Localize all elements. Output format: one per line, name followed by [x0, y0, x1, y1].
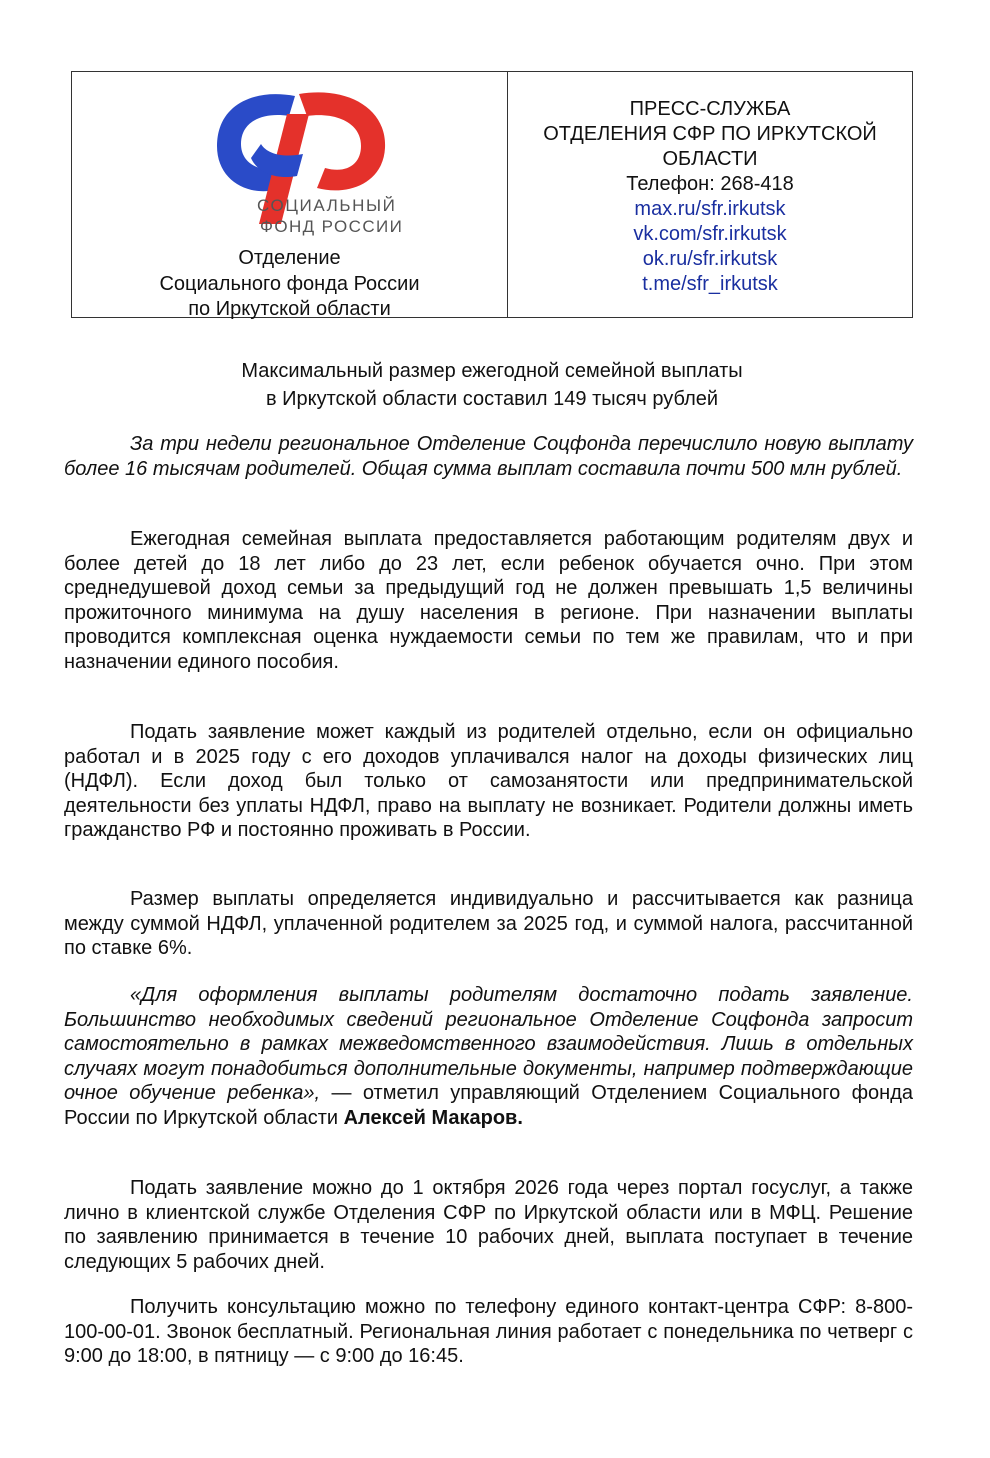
quote-text: «Для оформления выплаты родителям достаточно подать заявление. Большинство необходимых сведений региональное Отделение Соцфонда запросит самостоятельно в рамках межведомственного взаимодействия. Лишь в отдельных случаях могут понадобиться дополнительные документы, например подтверждающие очное обучение ребенка»,	[64, 984, 913, 1105]
press-title-line: ОБЛАСТИ	[662, 148, 758, 170]
quote-paragraph	[64, 983, 913, 1131]
press-phone: Телефон: 268-418	[626, 173, 794, 195]
header-left-cell	[72, 72, 508, 320]
paragraph-5: Получить консультацию можно по телефону единого контакт-центра СФР: 8-800-100-00-01. Звонок бесплатный. Региональная линия работает с понедельника по четверг с 9:00 до 18:00, в пятницу — с 9:00 до 16:45.	[64, 1296, 913, 1368]
department-name	[72, 246, 507, 323]
headline-line: Максимальный размер ежегодной семейной выплаты	[241, 360, 743, 382]
quote-attribution: — отметил управляющий Отделением Социального фонда России по Иркутской области	[64, 1082, 913, 1129]
paragraph-2: Подать заявление может каждый из родителей отдельно, если он официально работал и в 2025 году с его доходов уплачивался налог на доходы физических лиц (НДФЛ). Если доход был только от самозанятости или предпринимательской деятельности без уплаты НДФЛ, право на выплату не возникает. Родители должны иметь гражданство РФ и постоянно проживать в России.	[64, 721, 913, 842]
header-right-cell	[508, 72, 912, 317]
header-table	[71, 71, 913, 318]
logo-caption-line2: ФОНД РОССИИ	[260, 217, 404, 236]
department-line: Социального фонда России	[159, 272, 420, 295]
paragraph-1: Ежегодная семейная выплата предоставляется работающим родителям двух и более детей до 18 лет либо до 23 лет, если ребенок обучается очно. При этом среднедушевой доход семьи за предыдущий год не должен превышать 1,5 величины прожиточного минимума на душу населения в регионе. При назначении выплаты проводится комплексная оценка нуждаемости семьи по тем же правилам, что и при назначении единого пособия.	[64, 528, 913, 673]
press-service-block	[508, 97, 912, 297]
press-link-vk[interactable]: vk.com/sfr.irkutsk	[633, 223, 787, 245]
logo-caption-line1: СОЦИАЛЬНЫЙ	[257, 196, 397, 215]
press-link-max[interactable]: max.ru/sfr.irkutsk	[634, 198, 786, 220]
paragraph-3: Размер выплаты определяется индивидуально и рассчитывается как разница между суммой НДФЛ, уплаченной родителем за 2025 год, и суммой налога, рассчитанной по ставке 6%.	[64, 888, 913, 960]
lead-paragraph: За три недели региональное Отделение Соцфонда перечислило новую выплату более 16 тысячам родителей. Общая сумма выплат составила почти 500 млн рублей.	[64, 433, 913, 480]
headline-line: в Иркутской области составил 149 тысяч рублей	[265, 388, 719, 410]
paragraph-4: Подать заявление можно до 1 октября 2026 года через портал госуслуг, а также лично в клиентской службе Отделения СФР по Иркутской области или в МФЦ. Решение по заявлению принимается в течение 10 рабочих дней, выплата поступает в течение следующих 5 рабочих дней.	[64, 1177, 913, 1273]
department-line: по Иркутской области	[188, 298, 391, 320]
press-title-line: ПРЕСС-СЛУЖБА	[629, 98, 791, 120]
press-title-line: ОТДЕЛЕНИЯ СФР ПО ИРКУТСКОЙ	[543, 123, 877, 145]
article-headline	[71, 357, 913, 413]
press-link-telegram[interactable]: t.me/sfr_irkutsk	[642, 273, 778, 295]
department-line: Отделение	[238, 247, 341, 269]
press-link-ok[interactable]: ok.ru/sfr.irkutsk	[642, 248, 778, 270]
quote-author: Алексей Макаров.	[343, 1106, 523, 1129]
